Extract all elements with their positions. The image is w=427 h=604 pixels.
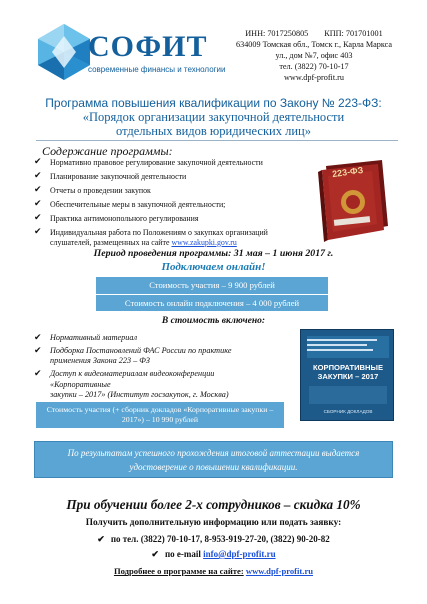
inn-text: ИНН: 7017250805 bbox=[245, 29, 309, 38]
list-item: ✔ Доступ к видеоматериалам видеоконференции «Корпоративные закупки – 2017» (Институт госзакупок, г. Москва) bbox=[34, 368, 229, 400]
contact-email: ✔ по e-mail info@dpf-profit.ru bbox=[151, 549, 276, 559]
online-price: Стоимость онлайн подключения – 4 000 рублей bbox=[96, 294, 328, 311]
title-line-2: «Порядок организации закупочной деятельности bbox=[82, 110, 345, 124]
checkmark-icon: ✔ bbox=[34, 211, 42, 222]
list-item: ✔ Планирование закупочной деятельности bbox=[34, 169, 187, 181]
program-period: Период проведения программы: 31 мая – 1 июня 2017 г. bbox=[93, 248, 334, 259]
title-divider bbox=[36, 140, 398, 141]
email-link[interactable]: info@dpf-profit.ru bbox=[203, 549, 276, 559]
header-phone: тел. (3822) 70-10-17 bbox=[279, 62, 349, 71]
list-item: ✔ Подборка Постановлений ФАС России по практике применения Закона 223 – ФЗ bbox=[34, 344, 232, 366]
address-line-1: 634009 Томская обл., Томск г., Карла Маркса bbox=[236, 40, 392, 49]
kpp-text: КПП: 701701001 bbox=[324, 29, 383, 38]
contents-heading: Содержание программы: bbox=[42, 144, 173, 158]
book-title-line-1: КОРПОРАТИВНЫЕ bbox=[312, 363, 384, 372]
checkmark-icon: ✔ bbox=[34, 344, 42, 355]
book-title-line-2: ЗАКУПКИ – 2017 bbox=[317, 372, 379, 381]
checkmark-icon: ✔ bbox=[34, 332, 42, 342]
checkmark-icon: ✔ bbox=[34, 197, 42, 208]
checkmark-icon: ✔ bbox=[34, 368, 42, 379]
title-line-1: Программа повышения квалификации по Закону № 223-ФЗ: bbox=[45, 96, 382, 110]
included-list bbox=[34, 333, 266, 403]
combo-price: Стоимость участия (+ сборник докладов «Корпоративные закупки – 2017») – 10 990 рублей bbox=[36, 402, 284, 428]
list-item: ✔ Отчеты о проведении закупок bbox=[34, 183, 151, 195]
book-label: 223-ФЗ bbox=[331, 164, 364, 180]
certificate-notice: По результатам успешного прохождения итоговой аттестации выдается удостоверение о повышении квалификации. bbox=[34, 441, 393, 478]
list-item: ✔ Обеспечительные меры в закупочной деятельности; bbox=[34, 197, 226, 209]
zakupki-link[interactable]: www.zakupki.gov.ru bbox=[171, 237, 237, 247]
book-footer: СБОРНИК ДОКЛАДОВ bbox=[323, 409, 373, 414]
brand-tagline: современные финансы и технологии bbox=[88, 65, 226, 74]
checkmark-icon: ✔ bbox=[97, 534, 105, 544]
address-line-2: ул., дом №7, офис 403 bbox=[275, 51, 353, 60]
program-title bbox=[12, 96, 415, 138]
contact-phone: ✔ по тел. (3822) 70-10-17, 8-953-919-27-20, (3822) 90-20-82 bbox=[97, 534, 330, 544]
title-line-3: отдельных видов юридических лиц» bbox=[116, 124, 311, 138]
sofit-logo-icon bbox=[34, 22, 94, 82]
checkmark-icon: ✔ bbox=[151, 549, 159, 559]
list-item: ✔ Нормативно правовое регулирование закупочной деятельности bbox=[34, 156, 263, 167]
online-banner: Подключаем онлайн! bbox=[161, 261, 266, 273]
included-heading: В стоимость включено: bbox=[161, 316, 266, 326]
brand-name: СОФИТ bbox=[88, 30, 208, 63]
participation-price: Стоимость участия – 9 900 рублей bbox=[96, 277, 328, 294]
conference-book-image bbox=[300, 329, 394, 421]
header-contacts bbox=[219, 28, 409, 83]
list-item: ✔ Нормативный материал bbox=[34, 332, 138, 342]
checkmark-icon: ✔ bbox=[34, 169, 42, 180]
list-item: ✔ Практика антимонопольного регулирования bbox=[34, 211, 199, 223]
contents-list bbox=[34, 158, 314, 252]
discount-text: При обучении более 2-х сотрудников – скидка 10% bbox=[66, 497, 361, 512]
info-text: Получить дополнительную информацию или подать заявку: bbox=[85, 518, 342, 528]
site-link[interactable]: www.dpf-profit.ru bbox=[245, 566, 314, 576]
checkmark-icon: ✔ bbox=[34, 156, 42, 166]
list-item: ✔ Индивидуальная работа по Положениям о закупках организаций слушателей, размещенных на сайте www.zakupki.gov.ru bbox=[34, 225, 268, 247]
header-website[interactable]: www.dpf-profit.ru bbox=[284, 73, 344, 82]
checkmark-icon: ✔ bbox=[34, 183, 42, 194]
site-line: Подробнее о программе на сайте: www.dpf-profit.ru bbox=[113, 566, 314, 576]
requisites-row bbox=[219, 28, 409, 39]
checkmark-icon: ✔ bbox=[34, 225, 42, 236]
